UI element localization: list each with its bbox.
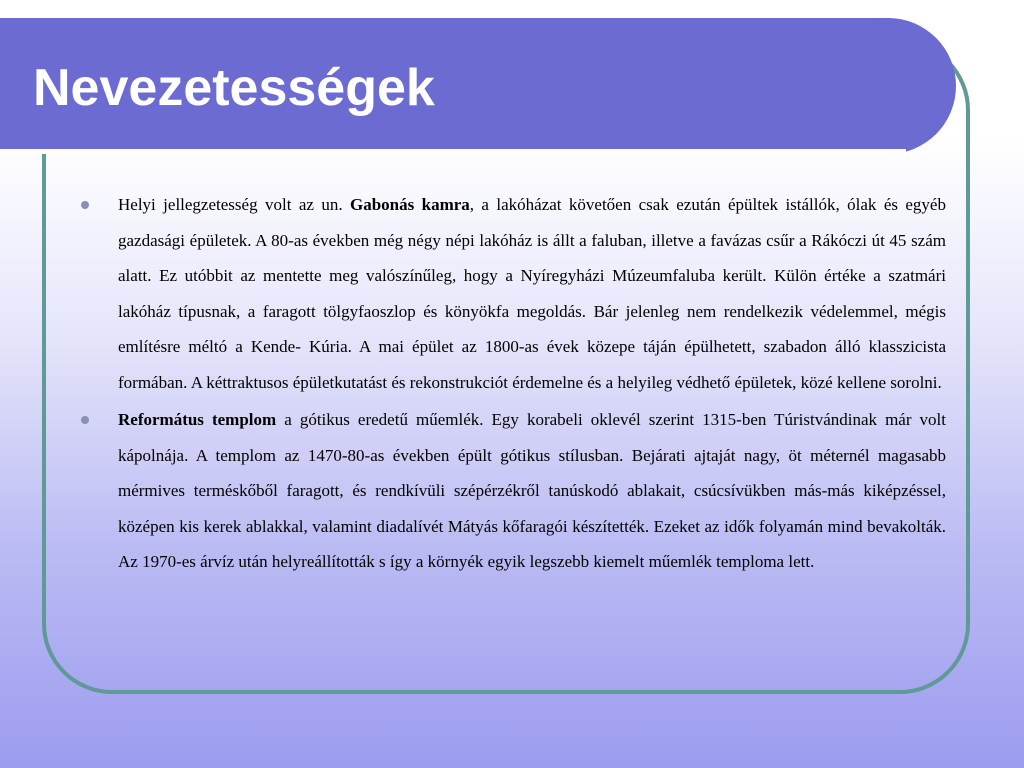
bullet-item-reformatus-templom xyxy=(118,402,946,580)
title-underline xyxy=(0,149,906,154)
bullet-text-post: a gótikus eredetű műemlék. Egy korabeli oklevél szerint 1315-ben Túristvándinak már volt kápolnája. A templom az 1470-80-as években épült gótikus stílusban. Bejárati ajtaját nagy, öt méternél magasabb mérmives terméskőből faragott, és rendkívüli szépérzékről tanúskodó ablakait, csúcsívükben más-más kiképzéssel, középen kis kerek ablakkal, valamint diadalívét Mátyás kőfaragói készítették. Ezeket az idők folyamán mind bevakolták. Az 1970-es árvíz után helyreállították s így a környék egyik legszebb kiemelt műemlék temploma lett. xyxy=(118,410,946,571)
slide-title: Nevezetességek xyxy=(33,59,435,117)
bullet-bold-term: Református templom xyxy=(118,410,277,429)
bullet-text-pre: Helyi jellegzetesség volt az un. xyxy=(118,195,350,214)
bullet-dot-icon xyxy=(81,201,89,209)
bullet-item-gabonas-kamra xyxy=(118,187,946,400)
bullet-dot-icon xyxy=(81,416,89,424)
bullet-bold-term: Gabonás kamra xyxy=(349,195,470,214)
bullet-list xyxy=(118,187,946,582)
title-bar xyxy=(0,18,956,154)
bullet-text-post: , a lakóházat követően csak ezután épültek istállók, ólak és egyéb gazdasági épületek. A 80-as években még négy népi lakóház is állt a faluban, illetve a favázas csűr a Rákóczi út 45 szám alatt. Ez utóbbit az mentette meg valószínűleg, hogy a Nyíregyházi Múzeumfaluba került. Külön értéke a szatmári lakóház típusnak, a faragott tölgyfaoszlop és könyökfa megoldás. Bár jelenleg nem rendelkezik védelemmel, mégis említésre méltó a Kende- Kúria. A mai épület az 1800-as évek közepe táján épülhetett, szabadon álló klasszicista formában. A kéttraktusos épületkutatást és rekonstrukciót érdemelne és a helyileg védhető épületek, közé kellene sorolni. xyxy=(118,195,946,392)
